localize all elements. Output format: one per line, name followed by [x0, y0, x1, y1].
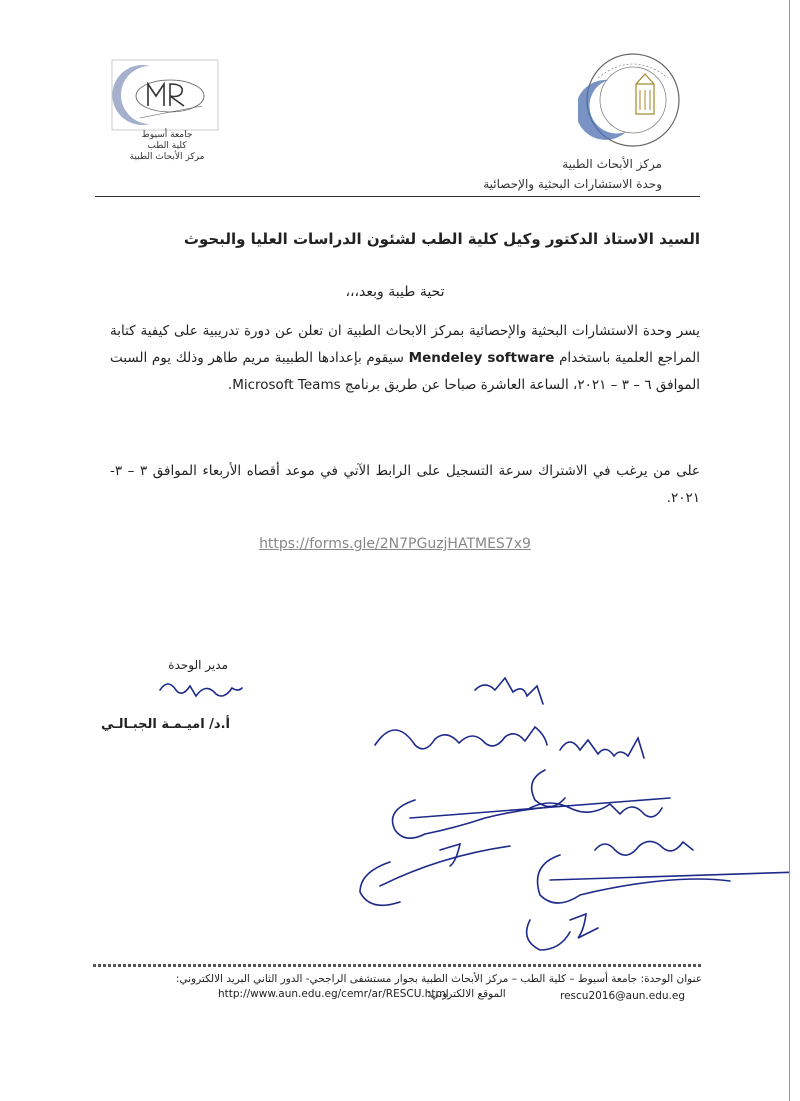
footer-email-link[interactable]: rescu2016@aun.edu.eg	[560, 990, 685, 1002]
manager-title: مدير الوحدة	[168, 658, 228, 672]
footer-address: عنوان الوحدة: جامعة أسيوط – كلية الطب – مركز الأبحاث الطبية بجوار مستشفى الراجحي- الدور الثاني البريد الالكتروني:	[175, 973, 702, 985]
registration-link[interactable]: https://forms.gle/2N7PGuzjHATMES7x9	[259, 536, 531, 552]
manager-name: أ.د/ اميـمـة الجبـالـي	[101, 717, 230, 732]
header-divider	[95, 196, 700, 197]
left-logo-caption: جامعة أسيوط كلية الطب مركز الأبحاث الطبية	[129, 130, 205, 162]
unit-name-line2: وحدة الاستشارات البحثية والإحصائية	[483, 177, 662, 191]
software-name: Mendeley software	[408, 350, 555, 366]
footer-divider	[93, 964, 703, 967]
greeting: تحية طيبة وبعد،،،	[345, 284, 445, 300]
unit-name-line1: مركز الأبحاث الطبية	[562, 157, 662, 171]
para1-part-a: يسر وحدة الاستشارات البحثية والإحصائية بمركز الابحاث الطبية ان تعلن عن دورة تدريبية على كيفية كتابة المراجع العلمية باستخدام	[110, 323, 700, 366]
handwritten-signatures	[90, 650, 790, 970]
registration-paragraph: على من يرغب في الاشتراك سرعة التسجيل على الرابط الآتي في موعد أقصاه الأربعاء الموافق ٣ – ٣- ٢٠٢١.	[110, 463, 700, 506]
addressee: السيد الاستاذ الدكتور وكيل كلية الطب لشئون الدراسات العليا والبحوث	[183, 230, 700, 248]
para1-part-b: سيقوم بإعدادها الطبيبة مريم طاهر وذلك يوم السبت الموافق ٦ – ٣ – ٢٠٢١، الساعة العاشرة صباحا عن طريق برنامج Microsoft Teams.	[110, 350, 700, 393]
footer-website-label: الموقع الالكتروني:	[427, 988, 506, 1000]
announcement-paragraph	[110, 318, 700, 399]
scan-edge-line	[789, 0, 790, 1101]
faculty-of-medicine-logo	[578, 50, 688, 152]
footer-website-link[interactable]: http://www.aun.edu.eg/cemr/ar/RESCU.html	[218, 988, 449, 1000]
